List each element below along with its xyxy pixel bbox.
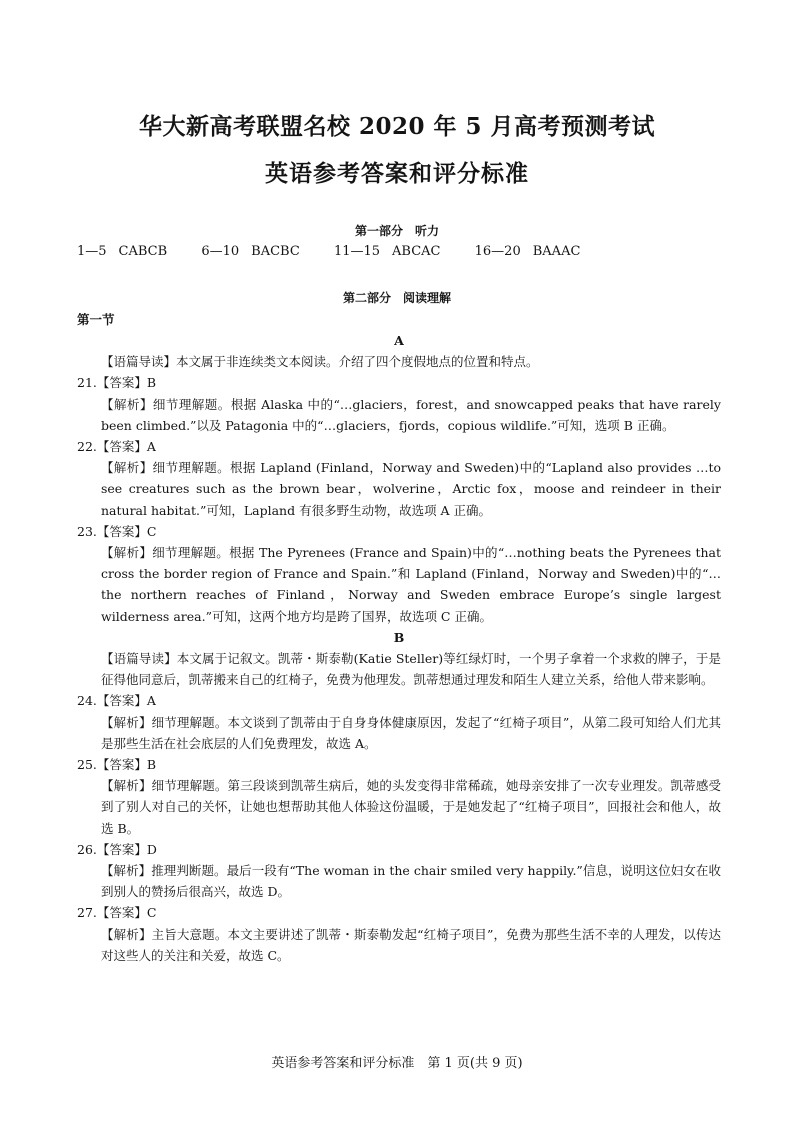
answer-content bbox=[77, 330, 721, 966]
answer-line: 27.【答案】C bbox=[77, 905, 157, 921]
answer-line: 26.【答案】D bbox=[77, 841, 157, 857]
answer-letters: BAAAC bbox=[532, 244, 581, 259]
answer-range: 1—5 bbox=[77, 244, 107, 259]
answer-letters: ABCAC bbox=[392, 244, 441, 259]
passage-intro: 【语篇导读】本文属于非连续类文本阅读。介绍了四个度假地点的位置和特点。 bbox=[101, 354, 539, 370]
passage-intro: 【语篇导读】本文属于记叙文。凯蒂・斯泰勒(Katie Steller)等红绿灯时，一个男子拿着一个求救的牌子，于是征得他同意后，凯蒂搬来自己的红椅子，免费为他理发。凯蒂想通过理发和陌生人建立关系，给他人带来影响。 bbox=[101, 651, 721, 688]
passage-label: B bbox=[393, 629, 405, 645]
answer-line: 23.【答案】C bbox=[77, 523, 157, 539]
explanation: 【解析】细节理解题。本文谈到了凯蒂由于自身身体健康原因，发起了“红椅子项目”，从第二段可知给人们尤其是那些生活在社会底层的人们免费理发，故选 A。 bbox=[101, 714, 721, 751]
answer-range: 6—10 bbox=[201, 244, 240, 259]
answer-line: 22.【答案】A bbox=[77, 439, 156, 455]
listening-answers bbox=[77, 244, 610, 259]
answer-letters: CABCB bbox=[118, 244, 168, 259]
explanation: 【解析】细节理解题。根据 The Pyrenees (France and Spain)中的“…nothing beats the Pyrenees that cross the border region of France and Spain.”和 Lapland (Finland，Norway and Sweden)中的“…the northern reaches of Finland，Norway and Sweden embrace Europe’s single largest wilderness area.”可知，这两个地方均是跨了国界，故选项 C 正确。 bbox=[101, 545, 721, 624]
part1-heading: 第一部分 听力 bbox=[354, 224, 439, 238]
explanation: 【解析】细节理解题。根据 Alaska 中的“…glaciers，forest，and snowcapped peaks that have rarely been climbed.”以及 Patagonia 中的“…glaciers，fjords，copious wildlife.”可知，选项 B 正确。 bbox=[101, 396, 721, 433]
answer-range: 16—20 bbox=[474, 244, 521, 259]
answer-letters: BACBC bbox=[251, 244, 300, 259]
answer-line: 24.【答案】A bbox=[77, 693, 156, 709]
passage-label: A bbox=[394, 333, 404, 348]
section-label: 第一节 bbox=[77, 312, 115, 327]
exam-title: 华大新高考联盟名校 2020 年 5 月高考预测考试 bbox=[138, 113, 656, 140]
explanation: 【解析】推理判断题。最后一段有“The woman in the chair smiled very happily.”信息，说明这位妇女在收到别人的赞扬后很高兴，故选 D。 bbox=[101, 863, 721, 900]
document-subtitle: 英语参考答案和评分标准 bbox=[265, 160, 529, 187]
explanation: 【解析】细节理解题。第三段谈到凯蒂生病后，她的头发变得非常稀疏，她母亲安排了一次专业理发。凯蒂感受到了别人对自己的关怀，让她也想帮助其他人体验这份温暖，于是她发起了“红椅子项目”，回报社会和他人，故选 B。 bbox=[101, 778, 721, 836]
answer-line: 21.【答案】B bbox=[77, 375, 157, 391]
explanation: 【解析】主旨大意题。本文主要讲述了凯蒂・斯泰勒发起“红椅子项目”，免费为那些生活不幸的人理发，以传达对这些人的关注和关爱，故选 C。 bbox=[101, 926, 721, 963]
page-footer: 英语参考答案和评分标准 第 1 页(共 9 页) bbox=[271, 1056, 523, 1071]
answer-range: 11—15 bbox=[333, 244, 381, 259]
part2-heading: 第二部分 阅读理解 bbox=[342, 291, 451, 305]
explanation: 【解析】细节理解题。根据 Lapland (Finland，Norway and Sweden)中的“Lapland also provides …to see creatures such as the brown bear，wolverine，Arctic fox，moose and reindeer in their natural habitat.”可知，Lapland 有很多野生动物，故选项 A 正确。 bbox=[101, 460, 721, 518]
answer-line: 25.【答案】B bbox=[77, 757, 157, 773]
